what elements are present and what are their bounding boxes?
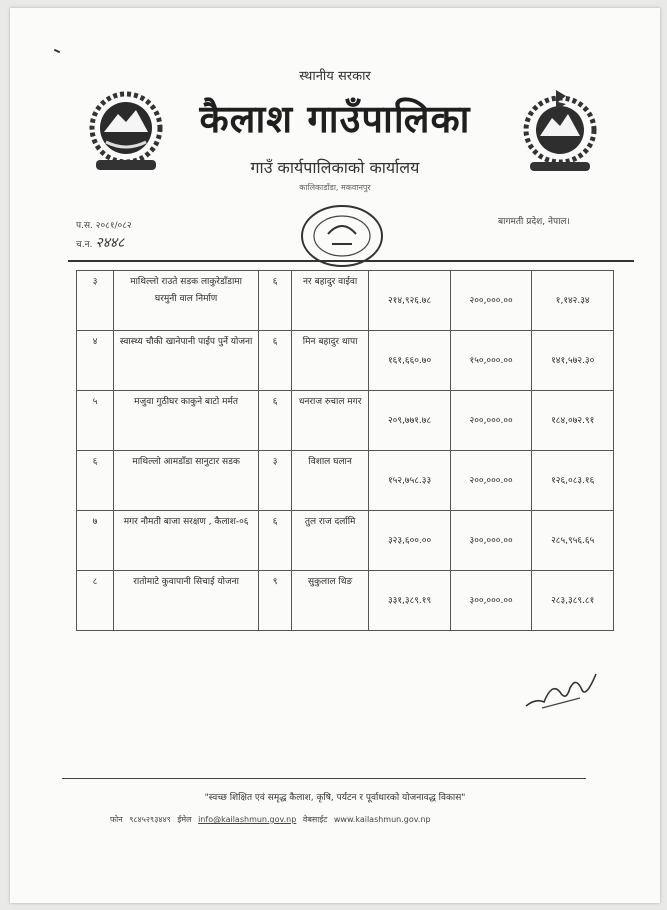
approved-amount-cell: २००,०००.०० xyxy=(450,271,532,331)
project-name-cell: मगर नौमती बाजा सरक्षण , कैलाश-०६ xyxy=(114,511,259,571)
table-row xyxy=(77,451,614,511)
approved-amount-cell: २००,०००.०० xyxy=(450,391,532,451)
project-name-cell: माथिल्लो आमडाँडा सानुटार सडक xyxy=(114,451,259,511)
estimated-amount-cell: ३२३,६००.०० xyxy=(369,511,451,571)
footer-contact xyxy=(110,814,435,825)
ward-number-cell: ६ xyxy=(259,331,292,391)
document-page xyxy=(10,8,660,903)
project-name-cell: माथिल्लो राउते सडक लाकुरेडाँडामा घरमुनी वाल निर्माण xyxy=(114,271,259,331)
payment-amount-cell: १,१४२.३४ xyxy=(532,271,614,331)
payment-amount-cell: १८४,०७२.९१ xyxy=(532,391,614,451)
ward-number-cell: ३ xyxy=(259,451,292,511)
approved-amount-cell: ३००,०००.०० xyxy=(450,511,532,571)
project-name-cell: रातोमाटे कुवापानी सिचाई योजना xyxy=(114,571,259,631)
serial-number-cell: ६ xyxy=(77,451,114,511)
dispatch-number: २४४८ xyxy=(95,235,125,251)
payment-amount-cell: २८३,३८९.८१ xyxy=(532,571,614,631)
serial-number-cell: ७ xyxy=(77,511,114,571)
dispatch-number-line xyxy=(76,235,132,254)
contact-person-cell: तुल राज दर्लामि xyxy=(291,511,368,571)
email-link[interactable]: info@kailashmun.gov.np xyxy=(198,815,297,824)
ward-number-cell: ६ xyxy=(259,271,292,331)
footer-divider xyxy=(62,778,586,779)
municipality-title: कैलाश गाउँपालिका xyxy=(199,97,471,141)
approved-amount-cell: २००,०००.०० xyxy=(450,451,532,511)
table-row xyxy=(77,391,614,451)
estimated-amount-cell: २०९,७७१.७८ xyxy=(369,391,451,451)
signature xyxy=(522,668,600,712)
approved-amount-cell: ३००,०००.०० xyxy=(450,571,532,631)
table-row xyxy=(77,271,614,331)
approved-amount-cell: १५०,०००.०० xyxy=(450,331,532,391)
local-government-label: स्थानीय सरकार xyxy=(299,69,371,84)
serial-number-cell: ८ xyxy=(77,571,114,631)
reference-numbers xyxy=(76,218,132,254)
office-name: गाउँ कार्यपालिकाको कार्यालय xyxy=(250,158,420,177)
footer-slogan: "स्वच्छ शिक्षित एवं समृद्ध कैलाश, कृषि, पर्यटन र पूर्वाधारको योजनावद्ध विकास" xyxy=(204,793,466,803)
estimated-amount-cell: १५२,७५८.३३ xyxy=(369,451,451,511)
payment-amount-cell: १४१,५७२.३० xyxy=(532,331,614,391)
phone-number: ९८४५२९३४४९ xyxy=(129,815,171,824)
serial-number-cell: ५ xyxy=(77,391,114,451)
dispatch-number-label: च.न. xyxy=(76,240,93,250)
ink-mark xyxy=(54,49,60,53)
payment-amount-cell: १२६,०८३.१६ xyxy=(532,451,614,511)
office-stamp xyxy=(292,196,392,274)
phone-label: फोन xyxy=(110,815,123,824)
website-link[interactable]: www.kailashmun.gov.np xyxy=(333,815,431,824)
project-name-cell: मजुवा गुठीघर काकुने बाटो मर्मत xyxy=(114,391,259,451)
letter-number-label: प.स. xyxy=(76,221,93,231)
letter-number-line xyxy=(76,218,132,235)
serial-number-cell: ४ xyxy=(77,331,114,391)
estimated-amount-cell: २१४,९२६.७८ xyxy=(369,271,451,331)
table-row xyxy=(77,331,614,391)
website-label: वेबसाईट xyxy=(302,815,328,824)
ward-number-cell: ६ xyxy=(259,391,292,451)
contact-person-cell: सुकुलाल थिङ xyxy=(291,571,368,631)
table-row xyxy=(77,571,614,631)
estimated-amount-cell: ३३१,३८९.१९ xyxy=(369,571,451,631)
projects-table xyxy=(76,270,614,631)
contact-person-cell: मिन बहादुर थापा xyxy=(291,331,368,391)
province-address: बागमती प्रदेश, नेपाल। xyxy=(498,217,570,227)
project-name-cell: स्वास्थ्य चौकी खानेपानी पाईप पुर्ने योजना xyxy=(114,331,259,391)
contact-person-cell: विशाल घलान xyxy=(291,451,368,511)
payment-amount-cell: २८५,९५६.६५ xyxy=(532,511,614,571)
contact-person-cell: धनराज रुचाल मगर xyxy=(291,391,368,451)
ward-number-cell: ९ xyxy=(259,571,292,631)
letter-number: २०८१/०८२ xyxy=(95,221,132,231)
header-divider xyxy=(68,260,634,262)
serial-number-cell: ३ xyxy=(77,271,114,331)
ward-number-cell: ६ xyxy=(259,511,292,571)
estimated-amount-cell: १६१,६६०.७० xyxy=(369,331,451,391)
table-row xyxy=(77,511,614,571)
contact-person-cell: नर बहादुर वाईवा xyxy=(291,271,368,331)
email-label: ईमेल xyxy=(177,815,192,824)
office-address: कालिकाडाँडा, मकवानपुर xyxy=(299,183,371,192)
